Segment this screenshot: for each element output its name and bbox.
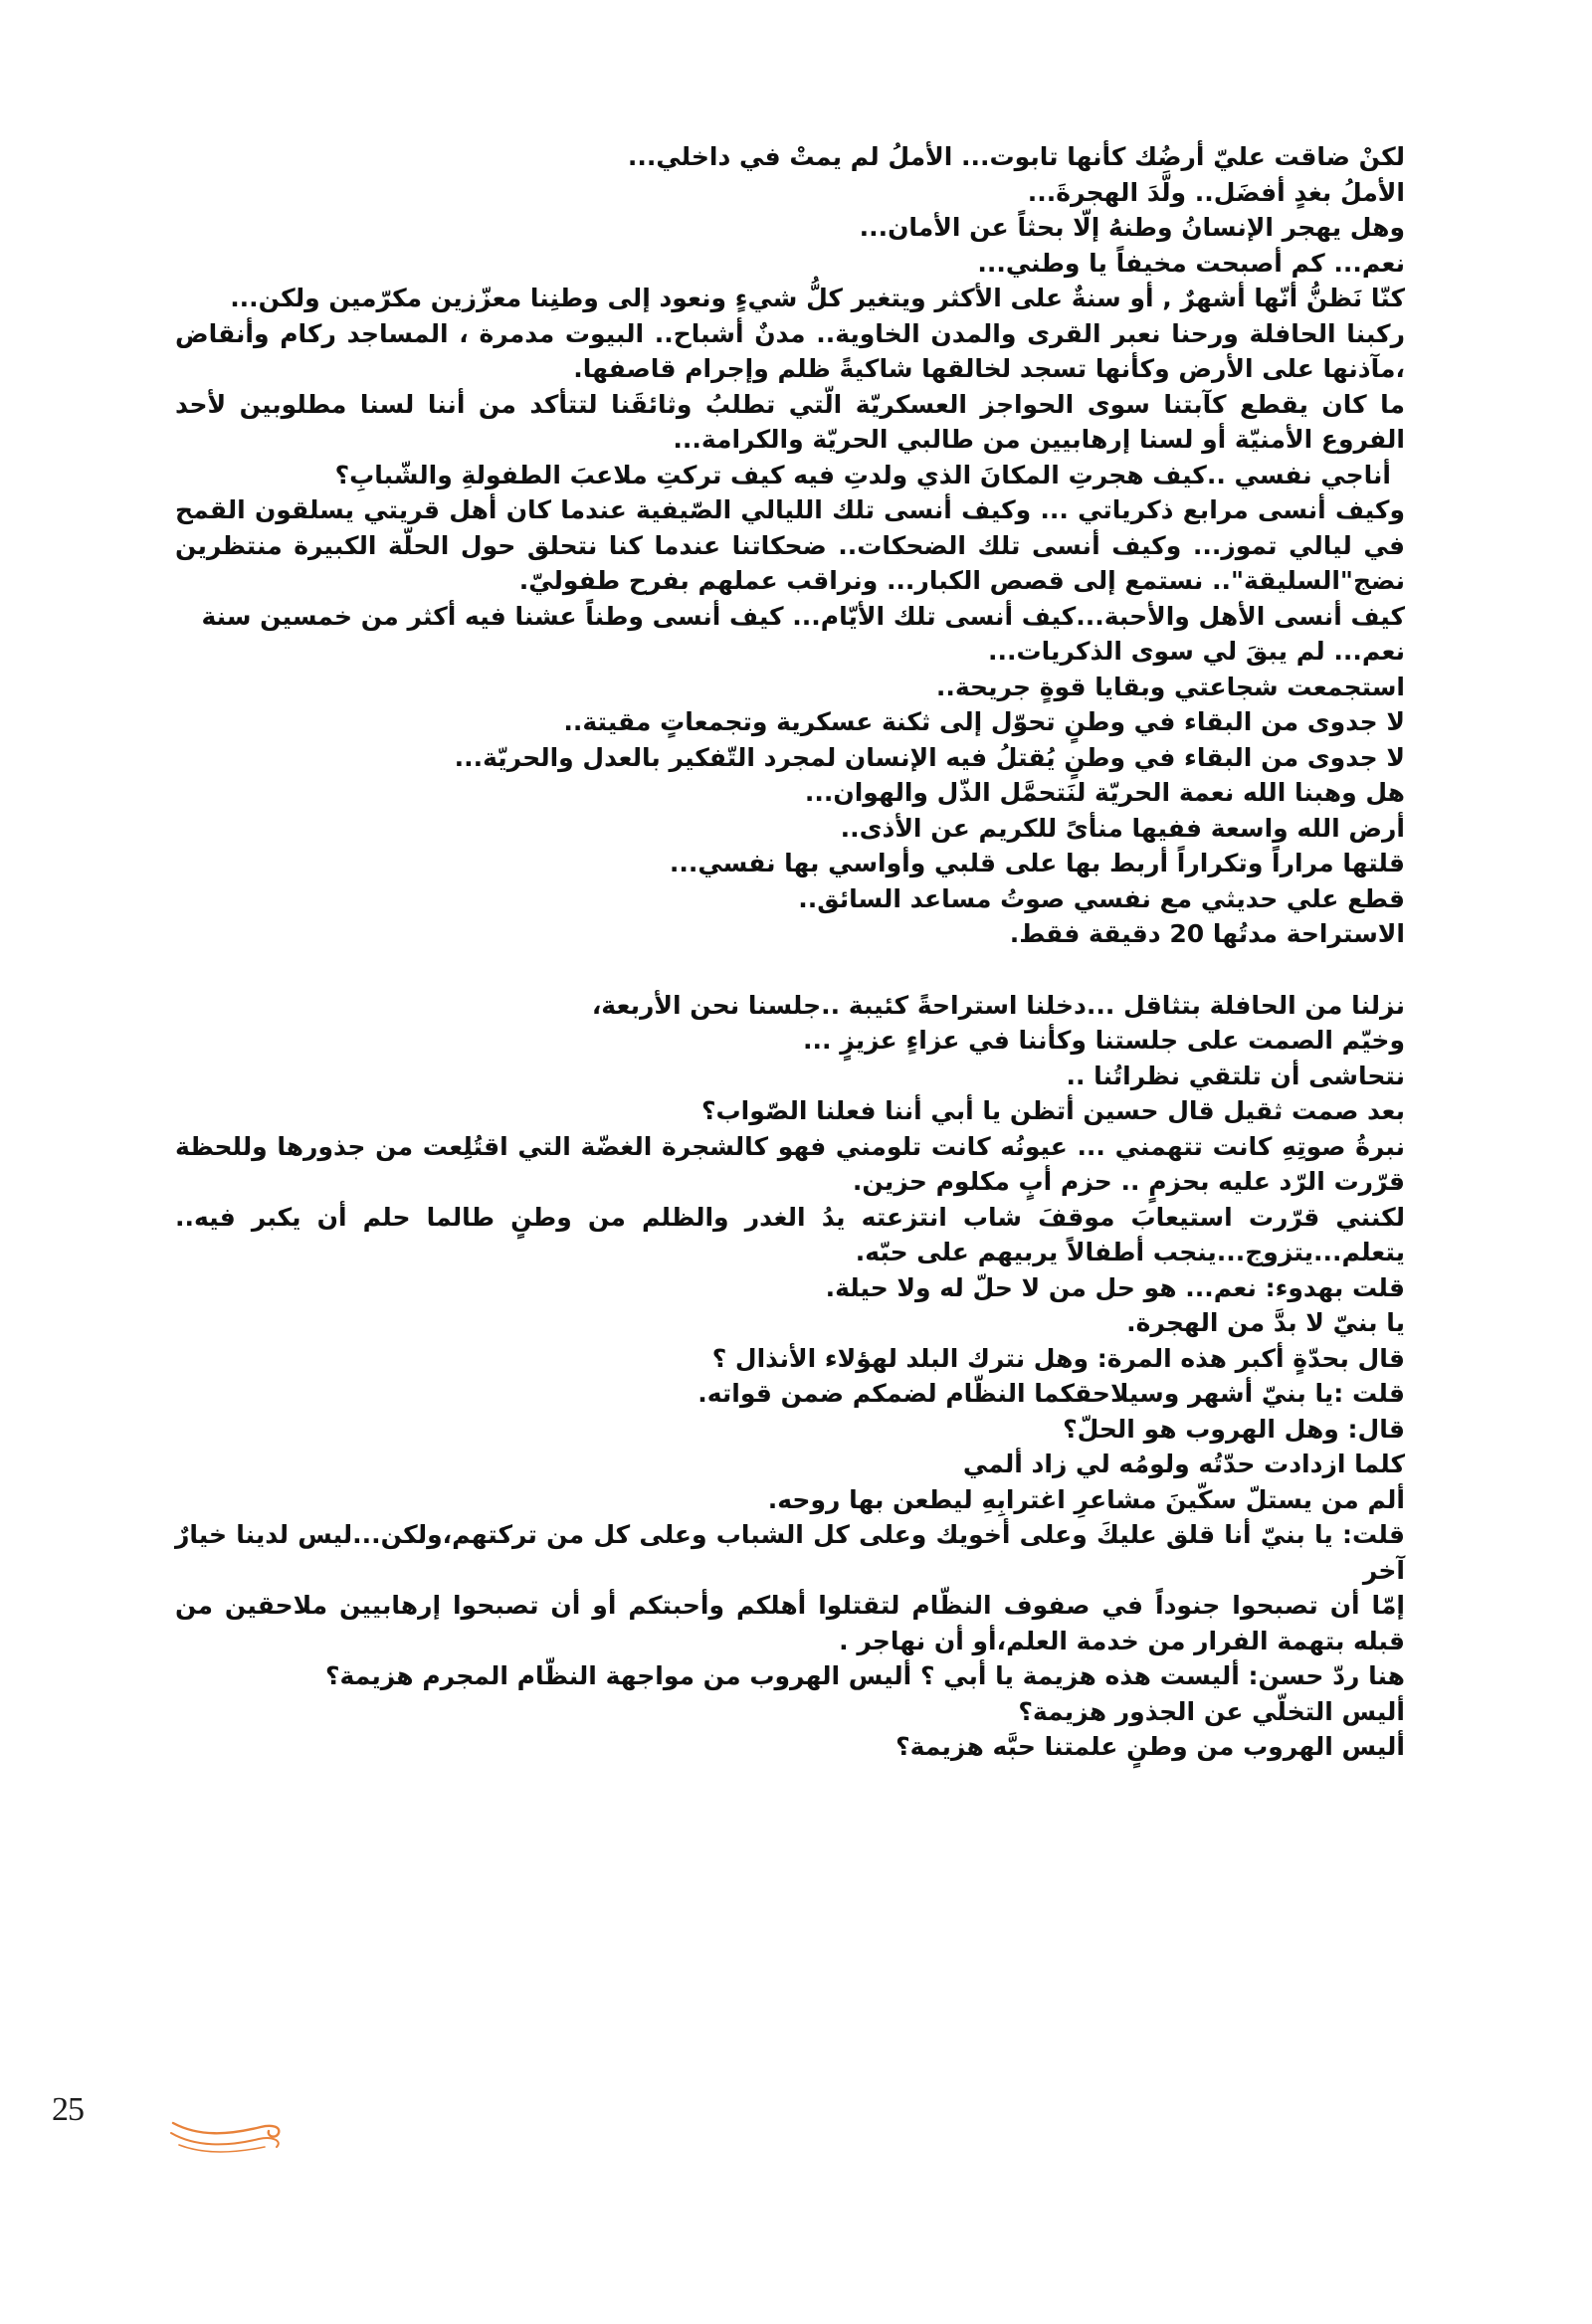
paragraph: بعد صمت ثقيل قال حسين أتظن يا أبي أننا فعلنا الصّواب؟ (701, 1096, 1405, 1125)
section-break (175, 952, 1405, 988)
paragraph: أناجي نفسي ..كيف هجرتِ المكانَ الذي ولدتِ فيه كيف تركتِ ملاعبَ الطفولةِ والشّبابِ؟ (334, 460, 1391, 489)
paragraph: نزلنا من الحافلة بتثاقل ...دخلنا استراحةً كئيبة ..جلسنا نحن الأربعة، (591, 990, 1405, 1020)
paragraph: هل وهبنا الله نعمة الحريّة لنَتحمَّل الذّل والهوان... (804, 778, 1405, 807)
paragraph: وخيّم الصمت على جلستنا وكأننا في عزاءٍ عزيزٍ ... (803, 1026, 1405, 1055)
paragraph: قطع علي حديثي مع نفسي صوتُ مساعد السائق.. (798, 883, 1405, 913)
paragraph: الأملُ بغدٍ أفضَل.. ولَّدَ الهجرةَ... (1027, 177, 1405, 207)
paragraph: قلت: يا بنيّ أنا قلق عليكَ وعلى أخويك وعلى كل الشباب وعلى كل من تركتهم،ولكن...ليس لدينا خيارٌ آخر (175, 1520, 1405, 1585)
paragraph: وهل يهجر الإنسانُ وطنهُ إلّا بحثاً عن الأمان... (859, 213, 1405, 242)
paragraph: وكيف أنسى مرابع ذكرياتي ... وكيف أنسى تلك الليالي الصّيفية عندما كان أهل قريتي يسلقون القمح في ليالي تموز... وكيف أنسى تلك الضحكات.. ضحكاتنا عندما كنا نتحلق حول الحلّة الكبيرة منتظرين نضج"السليقة".. نستمع إلى قصص الكبار... ونراقب عملهم بفرح طفوليّ. (175, 495, 1405, 595)
paragraph: قال: وهل الهروب هو الحلّ؟ (1063, 1414, 1405, 1444)
paragraph: يا بنيّ لا بدَّ من الهجرة. (1126, 1308, 1405, 1337)
paragraph: لا جدوى من البقاء في وطنٍ يُقتلُ فيه الإنسان لمجرد التّفكير بالعدل والحريّة... (454, 742, 1405, 772)
page-number: 25 (52, 2091, 84, 2128)
paragraph: كيف أنسى الأهل والأحبة...كيف أنسى تلك الأيّام... كيف أنسى وطناً عشنا فيه أكثر من خمسين سنة (201, 601, 1405, 631)
paragraph: ألم من يستلّ سكّينَ مشاعرِ اغترابِهِ ليطعن بها روحه. (767, 1484, 1405, 1514)
paragraph: أليس الهروب من وطنٍ علمتنا حبَّه هزيمة؟ (896, 1732, 1405, 1761)
paragraph: أليس التخلّي عن الجذور هزيمة؟ (1018, 1696, 1405, 1726)
paragraph: نبرةُ صوتِهِ كانت تتهمني ... عيونُه كانت تلومني فهو كالشجرة الغضّة التي اقتُلِعت من جذورها وللحظة قرّرت الرّد عليه بحزمٍ .. حزم أبٍ مكلوم حزين. (175, 1131, 1405, 1196)
paragraph: الاستراحة مدتُها 20 دقيقة فقط. (1009, 919, 1405, 948)
paragraph: هنا ردّ حسن: أليست هذه هزيمة يا أبي ؟ أليس الهروب من مواجهة النظّام المجرم هزيمة؟ (324, 1661, 1405, 1690)
paragraph: لكنني قرّرت استيعابَ موقفَ شاب انتزعته يدُ الغدر والظلم من وطنٍ طالما حلم أن يكبر فيه.. يتعلم...يتزوج...ينجب أطفالاً يربيهم على حبّه. (175, 1202, 1405, 1266)
paragraph: قال بحدّةٍ أكبر هذه المرة: وهل نترك البلد لهؤلاء الأنذال ؟ (711, 1343, 1405, 1373)
paragraph: قلت بهدوء: نعم... هو حل من لا حلّ له ولا حيلة. (825, 1272, 1405, 1302)
paragraph: نعم... لم يبقَ لي سوى الذكريات... (988, 637, 1405, 666)
paragraph: كلما ازدادت حدّتُه ولومُه لي زاد ألمي (962, 1450, 1405, 1478)
swirl-ornament-icon (169, 2117, 289, 2157)
paragraph: ما كان يقطع كآبتنا سوى الحواجز العسكريّة الّتي تطلبُ وثائقَنا لتتأكد من أننا لسنا مطلوبين لأحد الفروع الأمنيّة أو لسنا إرهابيين من طالبي الحريّة والكرامة... (175, 389, 1405, 454)
paragraph: نعم... كم أصبحت مخيفاً يا وطني... (977, 248, 1405, 278)
paragraph: نتحاشى أن تلتقي نظراتُنا .. (1066, 1061, 1405, 1090)
paragraph: لكنْ ضاقت عليّ أرضُك كأنها تابوت... الأملُ لم يمتْ في داخلي... (627, 142, 1405, 171)
paragraph: لا جدوى من البقاء في وطنٍ تحوّل إلى ثكنة عسكرية وتجمعاتٍ مقيتة.. (563, 707, 1405, 736)
paragraph: استجمعت شجاعتي وبقايا قوةٍ جريحة.. (935, 672, 1405, 701)
body-text (175, 139, 1405, 1765)
paragraph: قلت :يا بنيّ أشهر وسيلاحقكما النظّام لضمكم ضمن قواته. (697, 1379, 1405, 1408)
paragraph: قلتها مراراً وتكراراً أربط بها على قلبي وأواسي بها نفسي... (669, 849, 1405, 877)
paragraph: ركبنا الحافلة ورحنا نعبر القرى والمدن الخاوية.. مدنٌ أشباح.. البيوت مدمرة ، المساجد ركام وأنقاض ،مآذنها على الأرض وكأنها تسجد لخالقها شاكيةً ظلم وإجرام قاصفها. (175, 318, 1405, 383)
paragraph: إمّا أن تصبحوا جنوداً في صفوف النظّام لتقتلوا أهلكم وأحبتكم أو أن تصبحوا إرهابيين ملاحقين من قبله بتهمة الفرار من خدمة العلم،أو أن نهاجر . (175, 1591, 1405, 1655)
paragraph: أرض الله واسعة ففيها منأىً للكريم عن الأذى.. (840, 813, 1405, 843)
paragraph: كنّا نَظنُّ أنّها أشهرٌ , أو سنةٌ على الأكثر ويتغير كلُّ شيءٍ ونعود إلى وطنِنا معزّزين مكرّمين ولكن... (230, 284, 1405, 312)
